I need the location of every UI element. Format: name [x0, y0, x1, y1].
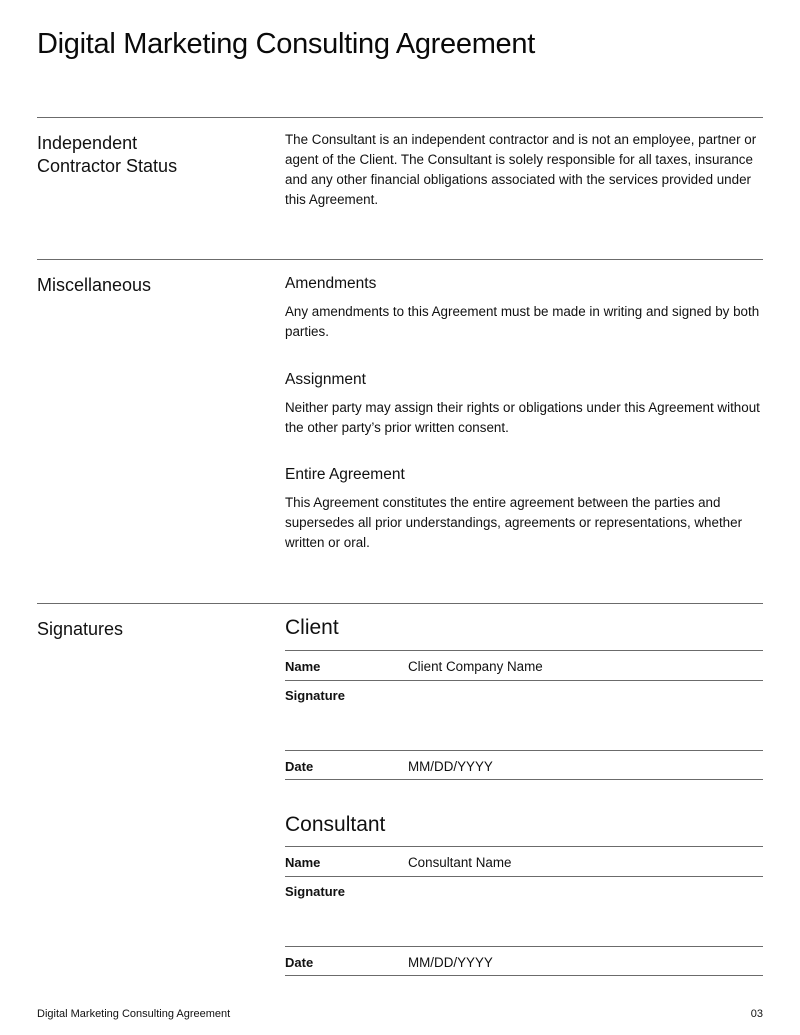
field-label: Signature [285, 884, 345, 899]
footer-document-title: Digital Marketing Consulting Agreement [37, 1008, 231, 1020]
clause-body: Neither party may assign their rights or obligations under this Agreement without the other party’s prior written consent. [285, 400, 760, 435]
clause-body: This Agreement constitutes the entire agreement between the parties and supersedes all prior understandings, agreements or representations, whether written or oral. [285, 495, 743, 550]
independent-contractor-text [285, 130, 765, 210]
field-divider [285, 876, 763, 877]
clause-assignment [285, 370, 765, 438]
field-divider [285, 750, 763, 751]
clause-body: Any amendments to this Agreement must be made in writing and signed by both parties. [285, 304, 760, 339]
field-divider [285, 650, 763, 651]
client-heading: Client [285, 616, 339, 639]
clause-amendments [285, 274, 765, 342]
field-divider [285, 975, 763, 976]
page-title: Digital Marketing Consulting Agreement [37, 28, 535, 60]
client-signature-field[interactable] [285, 688, 763, 748]
field-divider [285, 680, 763, 681]
clause-heading: Amendments [285, 275, 377, 292]
section-label-independent-contractor [37, 132, 177, 178]
field-divider [285, 779, 763, 780]
section-label-miscellaneous: Miscellaneous [37, 275, 152, 295]
field-label: Signature [285, 688, 345, 703]
section-paragraph: The Consultant is an independent contractor and is not an employee, partner or agent of the Client. The Consultant is solely responsible for all taxes, insurance and any other financial obligations associated with the services provided under this Agreement. [285, 132, 757, 207]
consultant-heading: Consultant [285, 813, 386, 836]
section-label-signatures: Signatures [37, 619, 124, 639]
section-label-line: Independent [37, 133, 138, 153]
section-divider [37, 603, 763, 604]
field-label: Name [285, 855, 321, 870]
clause-entire-agreement [285, 465, 765, 553]
field-label: Date [285, 955, 314, 970]
clause-heading: Entire Agreement [285, 466, 405, 483]
footer-page-number: 03 [750, 1008, 763, 1020]
section-divider [37, 117, 763, 118]
consultant-date-value[interactable]: MM/DD/YYYY [408, 955, 493, 970]
field-divider [285, 846, 763, 847]
client-name-value[interactable]: Client Company Name [408, 659, 543, 674]
section-label-line: Contractor Status [37, 156, 178, 176]
consultant-name-value[interactable]: Consultant Name [408, 855, 512, 870]
client-date-value[interactable]: MM/DD/YYYY [408, 759, 493, 774]
clause-heading: Assignment [285, 371, 366, 388]
field-label: Name [285, 659, 321, 674]
field-divider [285, 946, 763, 947]
consultant-signature-field[interactable] [285, 884, 763, 944]
field-label: Date [285, 759, 314, 774]
section-divider [37, 259, 763, 260]
